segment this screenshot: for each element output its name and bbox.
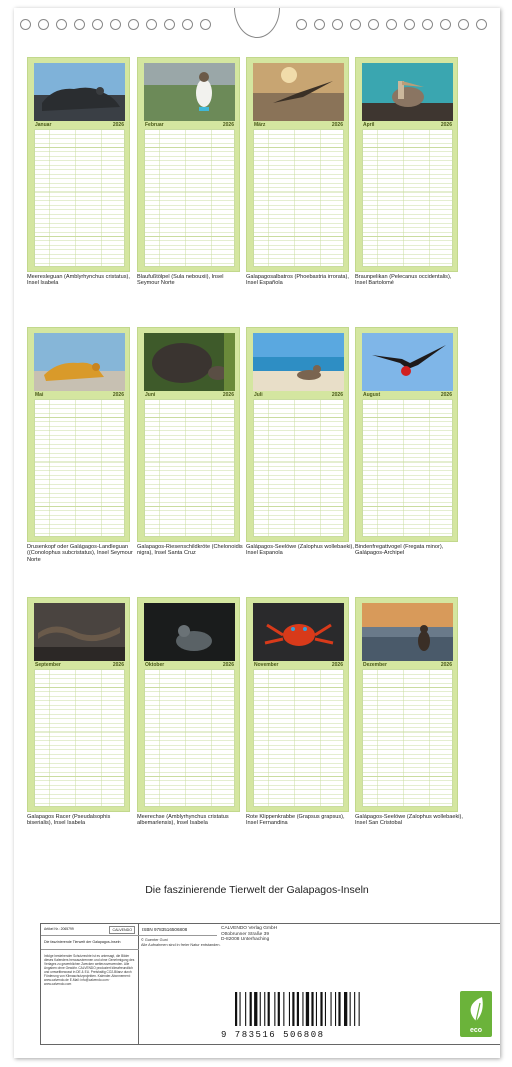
binding-hole: [128, 19, 139, 30]
month-header: [253, 391, 344, 399]
barcode-number: 9 783516 506808: [221, 1030, 325, 1040]
binding-hole: [164, 19, 175, 30]
month-name: September: [35, 662, 61, 668]
publisher-street: Ottobrunner Straße 39: [221, 931, 269, 937]
month-year: 2026: [440, 392, 452, 398]
month-year: 2026: [112, 392, 124, 398]
month-9: [27, 597, 130, 842]
month-sheet: [246, 57, 349, 272]
binding-hole: [74, 19, 85, 30]
binding-hole: [92, 19, 103, 30]
imprint-box: [40, 923, 500, 1045]
binding-hole: [350, 19, 361, 30]
month-sheet: [246, 327, 349, 542]
month-year: 2026: [112, 662, 124, 668]
eco-text: eco: [469, 1027, 483, 1034]
month-sheet: [27, 327, 130, 542]
month-header: [144, 121, 235, 129]
day-grid: [362, 129, 453, 267]
month-header: [34, 661, 125, 669]
month-photo: [362, 333, 453, 391]
day-grid: [362, 669, 453, 807]
month-sheet: [27, 57, 130, 272]
month-year: 2026: [440, 122, 452, 128]
month-sheet: [355, 57, 458, 272]
month-header: [362, 121, 453, 129]
calendar-title: Die faszinierende Tierwelt der Galapagos-Inseln: [145, 884, 369, 896]
hanger-cutout: [234, 8, 280, 38]
month-11: [246, 597, 349, 842]
month-photo: [34, 333, 125, 391]
month-header: [362, 661, 453, 669]
article-row: [41, 924, 139, 936]
day-grid: [144, 129, 235, 267]
isbn: ISBN 9783516506808: [139, 924, 217, 936]
month-name: Juli: [254, 392, 263, 398]
month-caption: Blaufußtölpel (Sula nebouxii), Insel Seymour Norte: [137, 274, 224, 287]
month-year: 2026: [222, 392, 234, 398]
month-photo: [253, 603, 344, 661]
month-header: [144, 661, 235, 669]
month-sheet: [355, 327, 458, 542]
month-photo: [362, 603, 453, 661]
month-5: [27, 327, 133, 572]
month-year: 2026: [440, 662, 452, 668]
month-header: [34, 391, 125, 399]
binding-hole: [182, 19, 193, 30]
barcode: [221, 992, 421, 1042]
month-sheet: [137, 327, 240, 542]
imprint-middle-column: [139, 924, 221, 1044]
month-header: [34, 121, 125, 129]
day-grid: [253, 129, 344, 267]
month-caption: Galapagosalbatros (Phoebastria irrorata), Insel Española: [246, 274, 349, 287]
day-grid: [253, 669, 344, 807]
month-10: [137, 597, 240, 842]
binding-hole: [404, 19, 415, 30]
month-caption: Galápagos-Seelöwe (Zalophus wollebaeki), Insel San Cristobal: [355, 814, 463, 827]
month-sheet: [355, 597, 458, 812]
month-4: [355, 57, 458, 302]
month-name: März: [254, 122, 266, 128]
binding-hole: [56, 19, 67, 30]
day-grid: [144, 399, 235, 537]
month-name: Oktober: [145, 662, 165, 668]
imprint-left-column: [41, 924, 139, 1044]
month-sheet: [246, 597, 349, 812]
article-number: Artikel Nr.: 2065799: [44, 927, 74, 931]
month-caption: Galápagos-Seelöwe (Zalophus wollebaeki), Insel Espanola: [246, 544, 354, 557]
month-7: [246, 327, 354, 572]
binding-hole: [332, 19, 343, 30]
month-1: [27, 57, 130, 302]
copyright: © Guenter Guni: [141, 938, 168, 942]
binding-hole: [422, 19, 433, 30]
month-photo: [144, 603, 235, 661]
month-caption: Rote Klippenkrabbe (Grapsus grapsus), Insel Fernandina: [246, 814, 345, 827]
publisher-city: D-82008 Unterhaching: [221, 937, 270, 943]
article-title: Die faszinierende Tierwelt der Galapagos-Inseln: [41, 936, 139, 950]
month-caption: Meerechse (Amblyrhynchus cristatus albemarlensis), Insel Isabela: [137, 814, 229, 827]
month-caption: Braunpelikan (Pelecanus occidentalis), Insel Bartolomé: [355, 274, 452, 287]
month-8: [355, 327, 458, 572]
month-6: [137, 327, 243, 572]
binding-hole: [110, 19, 121, 30]
day-grid: [253, 399, 344, 537]
month-name: Mai: [35, 392, 44, 398]
copyright-note: Alle Aufnahmen sind in freier Natur entstanden.: [141, 942, 221, 947]
binding-hole: [458, 19, 469, 30]
month-12: [355, 597, 463, 842]
publisher-name: CALVENDO Verlag GmbH: [221, 926, 278, 931]
binding-hole: [200, 19, 211, 30]
day-grid: [34, 669, 125, 807]
month-name: Januar: [35, 122, 52, 128]
month-name: Februar: [145, 122, 164, 128]
month-caption: Galapagos Racer (Pseudalsophis biserialis), Insel Isabela: [27, 814, 111, 827]
month-photo: [144, 333, 235, 391]
month-name: November: [254, 662, 279, 668]
month-name: Juni: [145, 392, 156, 398]
binding-hole: [146, 19, 157, 30]
month-sheet: [137, 57, 240, 272]
binding-hole: [296, 19, 307, 30]
month-year: 2026: [222, 662, 234, 668]
month-caption: Meeresleguan (Amblyrhynchus cristatus), Insel Isabela: [27, 274, 130, 287]
eco-label: [460, 991, 492, 1037]
month-photo: [144, 63, 235, 121]
leaf-icon: [466, 995, 486, 1023]
month-photo: [253, 63, 344, 121]
day-grid: [362, 399, 453, 537]
day-grid: [34, 399, 125, 537]
month-sheet: [137, 597, 240, 812]
month-year: 2026: [331, 662, 343, 668]
binding-hole: [368, 19, 379, 30]
month-year: 2026: [331, 392, 343, 398]
month-header: [253, 121, 344, 129]
binding-hole: [386, 19, 397, 30]
day-grid: [34, 129, 125, 267]
month-2: [137, 57, 240, 302]
month-photo: [362, 63, 453, 121]
legal-notice: Infolge bestehender Schutzrechte ist es untersagt, die Bilder dieses Kalenders herauszutrennen und ohne Genehmigung des Verlages zu gewerblichen Zwecken weiterzuverwenden. Alle Angaben ohne Gewähr. CALVENDO produziert klimafreundlich und umweltbewusst in DE & EU. Preishaltig CO2-Bilanz durch Förderung von Klimaschutzprojekten. Kalender-Abonnement: www.calvendo.de E-Mail: info@calvendo.com · www.calvendo.com: [44, 954, 135, 986]
month-year: 2026: [112, 122, 124, 128]
month-photo: [34, 63, 125, 121]
month-3: [246, 57, 349, 302]
month-header: [253, 661, 344, 669]
binding-hole: [440, 19, 451, 30]
binding-hole: [314, 19, 325, 30]
month-name: Dezember: [363, 662, 387, 668]
day-grid: [144, 669, 235, 807]
month-name: April: [363, 122, 375, 128]
barcode-bars: [221, 992, 421, 1028]
month-year: 2026: [331, 122, 343, 128]
month-name: August: [363, 392, 381, 398]
binding-hole: [476, 19, 487, 30]
binding-hole: [38, 19, 49, 30]
calvendo-logo: CALVENDO: [109, 926, 135, 934]
binding-hole: [20, 19, 31, 30]
calendar-page: [14, 8, 500, 1058]
publisher-address: [217, 924, 327, 945]
month-header: [362, 391, 453, 399]
month-sheet: [27, 597, 130, 812]
month-photo: [34, 603, 125, 661]
month-photo: [253, 333, 344, 391]
month-caption: Bindenfregattvogel (Fregata minor), Galápagos-Archipel: [355, 544, 444, 557]
month-caption: Galapagos-Riesenschildkröte (Chelonoidis nigra), Insel Santa Cruz: [137, 544, 243, 557]
month-year: 2026: [222, 122, 234, 128]
month-caption: Drusenkopf oder Galágagos-Landleguan ((Conolophus subcristatus), Insel Seymour Norte: [27, 544, 133, 563]
month-header: [144, 391, 235, 399]
